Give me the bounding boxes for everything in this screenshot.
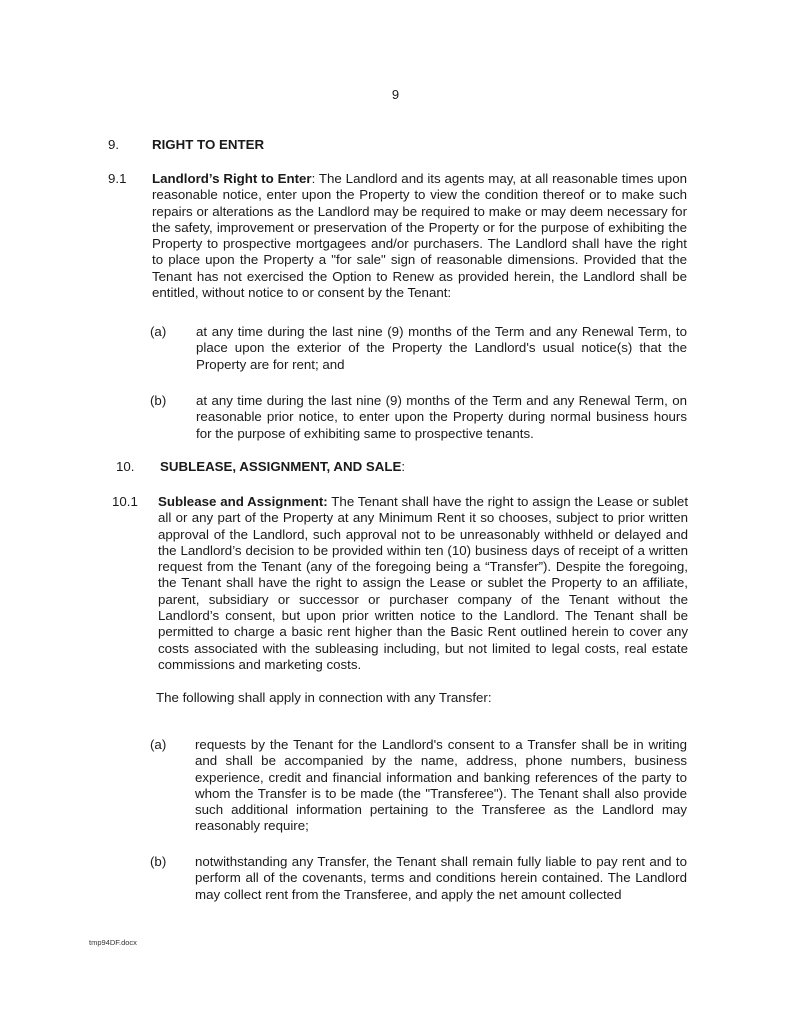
section-title-suffix: : (401, 459, 406, 474)
item-label: (a) (150, 737, 167, 752)
footer-filename: tmp94DF.docx (89, 938, 137, 947)
clause-9-1 (108, 171, 688, 301)
clause-text: The Tenant shall have the right to assign the Lease or sublet all or any part of the Property at any Minimum Rent it so chooses, subject to prior written approval of the Landlord, such approval not to be unreasonably withheld or delayed and the Landlord’s decision to be provided within ten (10) business days of receipt of a written request from the Tenant (any of the foregoing being a “Transfer”). Despite the foregoing, the Tenant shall have the right to assign the Lease or sublet the Property to an affiliate, parent, subsidiary or successor or purchaser company of the Tenant without the Landlord’s consent, but upon prior written notice to the Landlord. The Tenant shall be permitted to charge a basic rent higher than the Basic Rent outlined herein to cover any costs associated with the subleasing including, but not limited to legal costs, real estate commissions and marketing costs. (158, 494, 689, 672)
list-item (150, 854, 688, 903)
clause-lead: Landlord’s Right to Enter (152, 171, 312, 186)
transfer-intro: The following shall apply in connection with any Transfer: (156, 690, 492, 705)
clause-body (158, 494, 688, 673)
list-item (150, 324, 688, 373)
item-text: at any time during the last nine (9) months of the Term and any Renewal Term, on reasonable prior notice, to enter upon the Property during normal business hours for the purpose of exhibiting same to prospective tenants. (196, 393, 687, 441)
item-label: (b) (150, 393, 167, 408)
item-text: requests by the Tenant for the Landlord's consent to a Transfer shall be in writing and shall be accompanied by the name, address, phone numbers, business experience, credit and financial information and banking references of the party to whom the Transfer is to be made (the "Transferee"). The Tenant shall also provide such additional information pertaining to the Transferee as the Landlord may reasonably require; (195, 737, 687, 834)
clause-number: 10.1 (112, 494, 138, 509)
section-title: SUBLEASE, ASSIGNMENT, AND SALE (160, 459, 402, 474)
item-text: notwithstanding any Transfer, the Tenant shall remain fully liable to pay rent and to perform all of the covenants, terms and conditions herein contained. The Landlord may collect rent from the Transferee, and apply the net amount collected (195, 854, 687, 902)
section-number: 10. (116, 459, 135, 474)
clause-lead: Sublease and Assignment: (158, 494, 328, 509)
list-item (150, 737, 688, 835)
section-title: RIGHT TO ENTER (152, 137, 265, 152)
section-number: 9. (108, 137, 120, 152)
item-text: at any time during the last nine (9) months of the Term and any Renewal Term, to place upon the exterior of the Property the Landlord's usual notice(s) that the Property are for rent; and (196, 324, 687, 372)
item-label: (a) (150, 324, 167, 339)
list-item (150, 393, 688, 442)
clause-body (152, 171, 687, 301)
clause-10-1 (112, 494, 688, 673)
page-number: 9 (391, 87, 400, 102)
item-label: (b) (150, 854, 167, 869)
clause-number: 9.1 (108, 171, 127, 186)
clause-text: : The Landlord and its agents may, at all reasonable times upon reasonable notice, enter upon the Property to view the condition thereof or to make such repairs or alterations as the Landlord may be required to make or may deem necessary for the safety, improvement or preservation of the Property or for the purpose of exhibiting the Property to prospective mortgagees and/or purchasers. The Landlord shall have the right to place upon the Property a "for sale" sign of reasonable dimensions. Provided that the Tenant has not exercised the Option to Renew as provided herein, the Landlord shall be entitled, without notice to or consent by the Tenant: (152, 171, 687, 301)
